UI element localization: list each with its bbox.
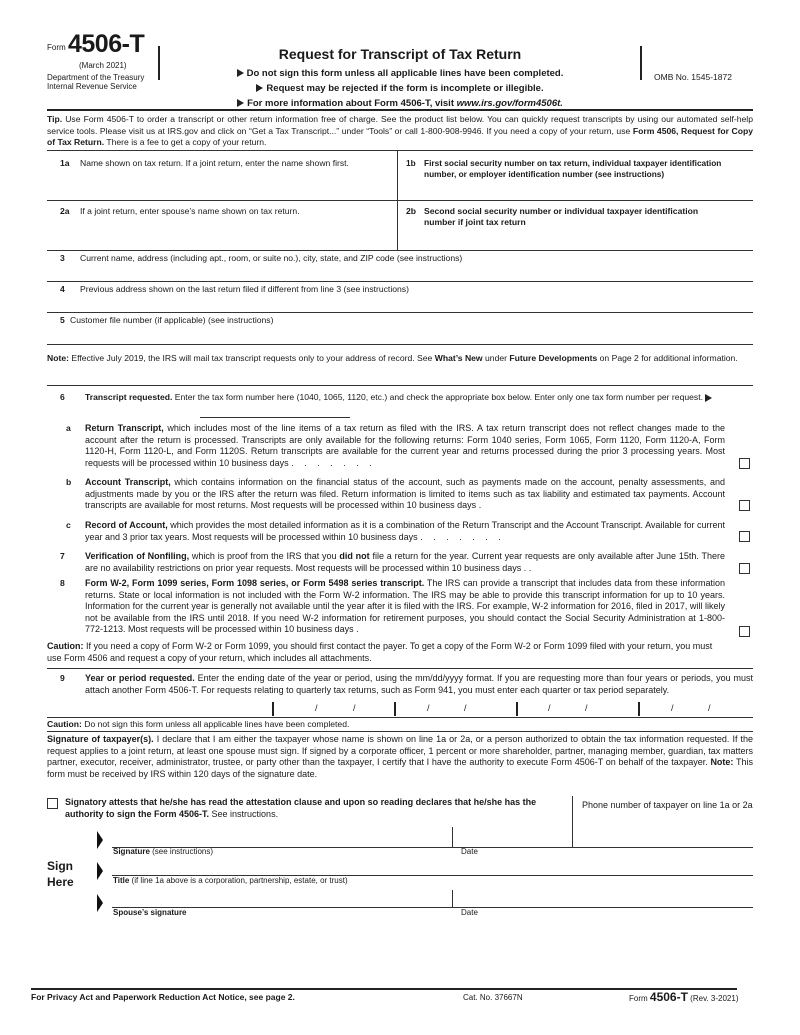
line-5-label bbox=[60, 315, 273, 326]
option-title: Return Transcript, bbox=[85, 423, 164, 433]
signature-declaration bbox=[47, 734, 753, 780]
line-text: which is proof from the IRS that you bbox=[189, 551, 340, 561]
spouse-date-input[interactable] bbox=[453, 890, 753, 907]
line-text: Current name, address (including apt., room, or suite no.), city, state, and ZIP code (see instructions) bbox=[80, 253, 463, 263]
account-transcript-checkbox[interactable] bbox=[739, 500, 750, 511]
rule bbox=[47, 281, 753, 282]
instruction-text: Do not sign this form unless all applicable lines have been completed. bbox=[246, 68, 564, 79]
tax-form-number-input[interactable] bbox=[200, 404, 350, 418]
here-word: Here bbox=[47, 875, 74, 889]
line-2a-input[interactable] bbox=[80, 226, 380, 244]
phone-divider bbox=[572, 796, 573, 847]
sign-arrow-icon bbox=[97, 862, 103, 880]
line-3-input[interactable] bbox=[80, 264, 740, 280]
return-transcript-checkbox[interactable] bbox=[739, 458, 750, 469]
date-separator: / bbox=[671, 703, 674, 713]
instruction-text: For more information about Form 4506-T, visit bbox=[247, 98, 457, 109]
department bbox=[47, 73, 144, 91]
line-6-text bbox=[85, 392, 753, 404]
caution-label: Caution: bbox=[47, 641, 84, 651]
signature-note-label: Note: bbox=[710, 757, 734, 767]
line-bold: did not bbox=[339, 551, 370, 561]
line-5-input[interactable] bbox=[70, 327, 740, 343]
wage-income-transcript-checkbox[interactable] bbox=[739, 626, 750, 637]
line-2a-label bbox=[60, 206, 380, 217]
line-text: Name shown on tax return. If a joint return, enter the name shown first. bbox=[80, 158, 349, 168]
line-text: Enter the ending date of the year or period, using the mm/dd/yyyy format. If you are requesting more than four years or periods, you must attach another Form 4506-T. For requests relating to quarterly tax returns, such as Form 941, you must enter each quarter or tax period separately. bbox=[85, 673, 753, 695]
spouse-label: Spouse’s signature bbox=[113, 908, 187, 917]
date-input[interactable] bbox=[453, 827, 572, 847]
rule bbox=[47, 312, 753, 313]
sign-word: Sign bbox=[47, 859, 73, 873]
rule bbox=[47, 717, 753, 718]
title-rest: (if line 1a above is a corporation, partnership, estate, or trust) bbox=[129, 876, 348, 885]
line-1b-input[interactable] bbox=[424, 182, 744, 200]
date-label: Date bbox=[461, 847, 478, 856]
date-separator: / bbox=[708, 703, 711, 713]
tip-text: Use Form 4506-T to order a transcript or other return information free of charge. See the product list below. You can quickly request transcripts by using our automated self-help service tools. Please visit us at IRS.gov and click on “Get a Tax Transcript...” under “Tools” or call 1-800-908-9946. If you need a copy of your return, use bbox=[47, 114, 753, 136]
signature-rest: (see instructions) bbox=[149, 847, 214, 856]
option-title: Account Transcript, bbox=[85, 477, 171, 487]
caution-text: If you need a copy of Form W-2 or Form 1099, you should first contact the payer. To get a copy of the Form W-2 or Form 1099 filed with your return, you must use Form 4506 and request a copy of your return, which includes all attachments. bbox=[47, 641, 713, 663]
line-title: Form W-2, Form 1099 series, Form 1098 series, or Form 5498 series transcript. bbox=[85, 578, 425, 588]
line-text: file a return for the year. Current year requests are only available after June 15th. There are no availability restrictions on prior year requests. Most requests will be processed within 10 business days . bbox=[85, 551, 725, 573]
phone-label: Phone number of taxpayer on line 1a or 2a bbox=[582, 800, 753, 810]
spouse-signature-input[interactable] bbox=[112, 890, 452, 907]
note-text: Effective July 2019, the IRS will mail tax transcript requests only to your address of record. See bbox=[68, 353, 435, 363]
header-rule bbox=[47, 109, 753, 111]
form-title: Request for Transcript of Tax Return bbox=[278, 46, 522, 62]
line-8-number: 8 bbox=[60, 578, 65, 588]
sign-arrow-icon bbox=[97, 831, 103, 849]
caution-sign-paragraph bbox=[47, 719, 349, 730]
title-input[interactable] bbox=[112, 858, 753, 875]
agency-name: Internal Revenue Service bbox=[47, 82, 137, 91]
catalog-number: Cat. No. 37667N bbox=[463, 993, 523, 1002]
attestation-text bbox=[65, 797, 565, 820]
line-text: The IRS can provide a transcript that includes data from these information returns. State or local information is not included with the Form W-2 information. The IRS may be able to provide this transcript information for up to 10 years. Information for the current year is generally not available until the year after it is filed with the IRS. For example, W-2 information for 2016, filed in 2017, will likely not be available from the IRS until 2018. If you need W-2 information for retirement purposes, you should contact the Social Security Administration at 1-800-772-1213. Most requests will be processed within 10 business days bbox=[85, 578, 725, 634]
rule bbox=[47, 668, 753, 669]
signature-bold: Signature bbox=[113, 847, 150, 856]
line-title: Verification of Nonfiling, bbox=[85, 551, 190, 561]
form-number: 4506-T bbox=[68, 30, 145, 58]
phone-input[interactable] bbox=[580, 826, 750, 844]
period-field-2[interactable] bbox=[394, 703, 516, 717]
header-instructions bbox=[160, 66, 640, 111]
record-of-account-checkbox[interactable] bbox=[739, 531, 750, 542]
department-name: Department of the Treasury bbox=[47, 73, 145, 82]
rule bbox=[47, 250, 753, 251]
arrow-icon bbox=[237, 99, 244, 107]
note-text: on Page 2 for additional information. bbox=[597, 353, 738, 363]
date-separator: / bbox=[548, 703, 551, 713]
form-label: Form bbox=[47, 43, 66, 52]
leader-dots: . bbox=[356, 624, 363, 634]
privacy-notice: For Privacy Act and Paperwork Reduction Act Notice, see page 2. bbox=[31, 992, 295, 1002]
instruction-text: Request may be rejected if the form is incomplete or illegible. bbox=[266, 83, 544, 94]
leader-dots: . bbox=[478, 500, 486, 510]
line-number: 5 bbox=[60, 315, 65, 325]
line-4-input[interactable] bbox=[80, 295, 740, 311]
arrow-icon bbox=[256, 84, 263, 92]
line-7-number: 7 bbox=[60, 551, 65, 561]
caution-w2-paragraph bbox=[47, 641, 727, 664]
line-6a-text bbox=[85, 423, 725, 469]
line-number: 2a bbox=[60, 206, 70, 216]
instruction-2 bbox=[160, 81, 640, 96]
option-text: which provides the most detailed information as it is a combination of the Return Transcript and the Account Transcript. Available for current year and 3 prior tax years. Most requests will be processed within 10 business days bbox=[85, 520, 725, 542]
line-number: 4 bbox=[60, 284, 65, 294]
option-letter: b bbox=[66, 477, 72, 487]
line-1a-input[interactable] bbox=[80, 182, 380, 200]
note-paragraph bbox=[47, 353, 753, 365]
line-number: 1a bbox=[60, 158, 70, 168]
rule bbox=[47, 731, 753, 732]
option-letter: a bbox=[66, 423, 71, 433]
line-number: 3 bbox=[60, 253, 65, 263]
note-bold: What’s New bbox=[434, 353, 483, 363]
line-text: Customer file number (if applicable) (see instructions) bbox=[70, 315, 274, 325]
omb-number: OMB No. 1545-1872 bbox=[654, 72, 732, 82]
line-2b-label bbox=[406, 206, 706, 228]
arrow-icon bbox=[705, 394, 712, 402]
date-separator: / bbox=[315, 703, 318, 713]
line-4-label bbox=[60, 284, 409, 295]
line-text: Second social security number or individual taxpayer identification number if joint tax return bbox=[424, 206, 699, 227]
period-field-3[interactable] bbox=[516, 703, 638, 717]
tip-bold: Form 4506, Request for Copy of Tax Return. bbox=[47, 125, 753, 147]
tip-text-2: There is a fee to get a copy of your return. bbox=[104, 137, 267, 147]
line-7-text bbox=[85, 551, 725, 574]
signature-label bbox=[113, 847, 213, 857]
note-label: Note: bbox=[47, 353, 69, 363]
line-6b-text bbox=[85, 477, 725, 512]
rule bbox=[47, 150, 753, 151]
caution-text: Do not sign this form unless all applicable lines have been completed. bbox=[81, 719, 350, 729]
option-text: which includes most of the line items of a tax return as filed with the IRS. A tax return transcript does not reflect changes made to the account after the return is processed. Transcripts are only available for the following returns: Form 1040 series, Form 1065, Form 1120, Form 1120-A, Form 1120-H, Form 1120-L, and Form 1120S. Return transcripts are available for the current year and returns processed during the prior 3 processing years. Most requests will be processed within 10 business days bbox=[85, 423, 725, 468]
leader-dots: . bbox=[528, 562, 536, 573]
rule bbox=[47, 344, 753, 345]
signatory-attest-checkbox[interactable] bbox=[47, 798, 58, 809]
date-separator: / bbox=[427, 703, 430, 713]
line-title: Year or period requested. bbox=[85, 673, 195, 683]
line-8-text bbox=[85, 578, 725, 636]
footer-revision: (Rev. 3-2021) bbox=[690, 994, 739, 1003]
line-title: Transcript requested. bbox=[85, 392, 173, 402]
line-2b-input[interactable] bbox=[424, 230, 744, 248]
caution-label: Caution: bbox=[47, 719, 82, 729]
leader-dots: . . . . . . . bbox=[291, 457, 376, 468]
period-field-4[interactable] bbox=[638, 703, 753, 717]
rule bbox=[47, 200, 753, 201]
sign-arrow-icon bbox=[97, 894, 103, 912]
line-text: Enter the tax form number here (1040, 1065, 1120, etc.) and check the appropriate box below. Enter only one tax form number per request. bbox=[172, 392, 703, 402]
date-separator: / bbox=[353, 703, 356, 713]
rule bbox=[47, 385, 753, 386]
option-letter: c bbox=[66, 520, 71, 530]
tip-label: Tip. bbox=[47, 114, 63, 124]
line-6-number: 6 bbox=[60, 392, 65, 402]
title-label bbox=[113, 876, 348, 886]
option-text: which contains information on the financial status of the account, such as payments made on the account, penalty assessments, and adjustments made by you or the IRS after the return was filed. Return information is limited to items such as tax liability and estimated tax payments. Account transcripts are available for most returns. Most requests will be processed within 10 business days bbox=[85, 477, 725, 510]
line-number: 2b bbox=[406, 206, 417, 216]
arrow-icon bbox=[237, 69, 244, 77]
line-text: First social security number on tax return, individual taxpayer identification number, or employer identification number (see instructions) bbox=[424, 158, 722, 179]
option-title: Record of Account, bbox=[85, 520, 168, 530]
line-number: 1b bbox=[406, 158, 416, 168]
date-separator: / bbox=[464, 703, 467, 713]
line-text: Previous address shown on the last return filed if different from line 3 (see instructions) bbox=[80, 284, 409, 294]
tip-paragraph bbox=[47, 114, 753, 149]
spouse-rule bbox=[112, 907, 753, 908]
line-text: If a joint return, enter spouse’s name shown on tax return. bbox=[80, 206, 300, 216]
line-9-text bbox=[85, 673, 753, 696]
attest-bold: Signatory attests that he/she has read the attestation clause and upon so reading declares that he/she has the authority to sign the Form 4506-T. bbox=[65, 797, 537, 819]
period-field-1[interactable] bbox=[272, 703, 394, 717]
form-info-link[interactable]: www.irs.gov/form4506t. bbox=[456, 98, 563, 109]
footer-form-id bbox=[629, 990, 739, 1006]
title-bold: Title bbox=[113, 876, 130, 885]
line-9-number: 9 bbox=[60, 673, 65, 683]
note-bold: Future Developments bbox=[509, 353, 598, 363]
footer-form-number: 4506-T bbox=[649, 990, 688, 1004]
line-1a-label bbox=[60, 158, 380, 169]
line-6c-text bbox=[85, 520, 725, 543]
leader-dots: . . . . . . . bbox=[420, 531, 505, 542]
attest-text: See instructions. bbox=[209, 808, 279, 819]
line-1b-label bbox=[406, 158, 751, 180]
note-text: under bbox=[482, 353, 510, 363]
form-date: (March 2021) bbox=[79, 61, 127, 70]
signature-input[interactable] bbox=[112, 827, 452, 847]
signature-text: This form must be received by IRS within 120 days of the signature date. bbox=[47, 757, 753, 779]
footer-form-label: Form bbox=[629, 994, 648, 1003]
date-separator: / bbox=[585, 703, 588, 713]
line-3-label bbox=[60, 253, 462, 264]
sign-here-label bbox=[47, 858, 74, 890]
instruction-1 bbox=[160, 66, 640, 81]
header-divider-right bbox=[640, 46, 642, 80]
verification-nonfiling-checkbox[interactable] bbox=[739, 563, 750, 574]
signature-title: Signature of taxpayer(s). bbox=[47, 734, 154, 744]
signature-text: I declare that I am either the taxpayer whose name is shown on line 1a or 2a, or a person authorized to obtain the tax information requested. If the request applies to a joint return, at least one spouse must sign. If signed by a corporate officer, 1 percent or more shareholder, partner, managing member, guardian, tax matters partner, executor, receiver, administrator, trustee, or party other than the taxpayer, I certify that I have the authority to execute Form 4506-T on behalf of the taxpayer. bbox=[47, 734, 754, 767]
spouse-date-label: Date bbox=[461, 908, 478, 917]
